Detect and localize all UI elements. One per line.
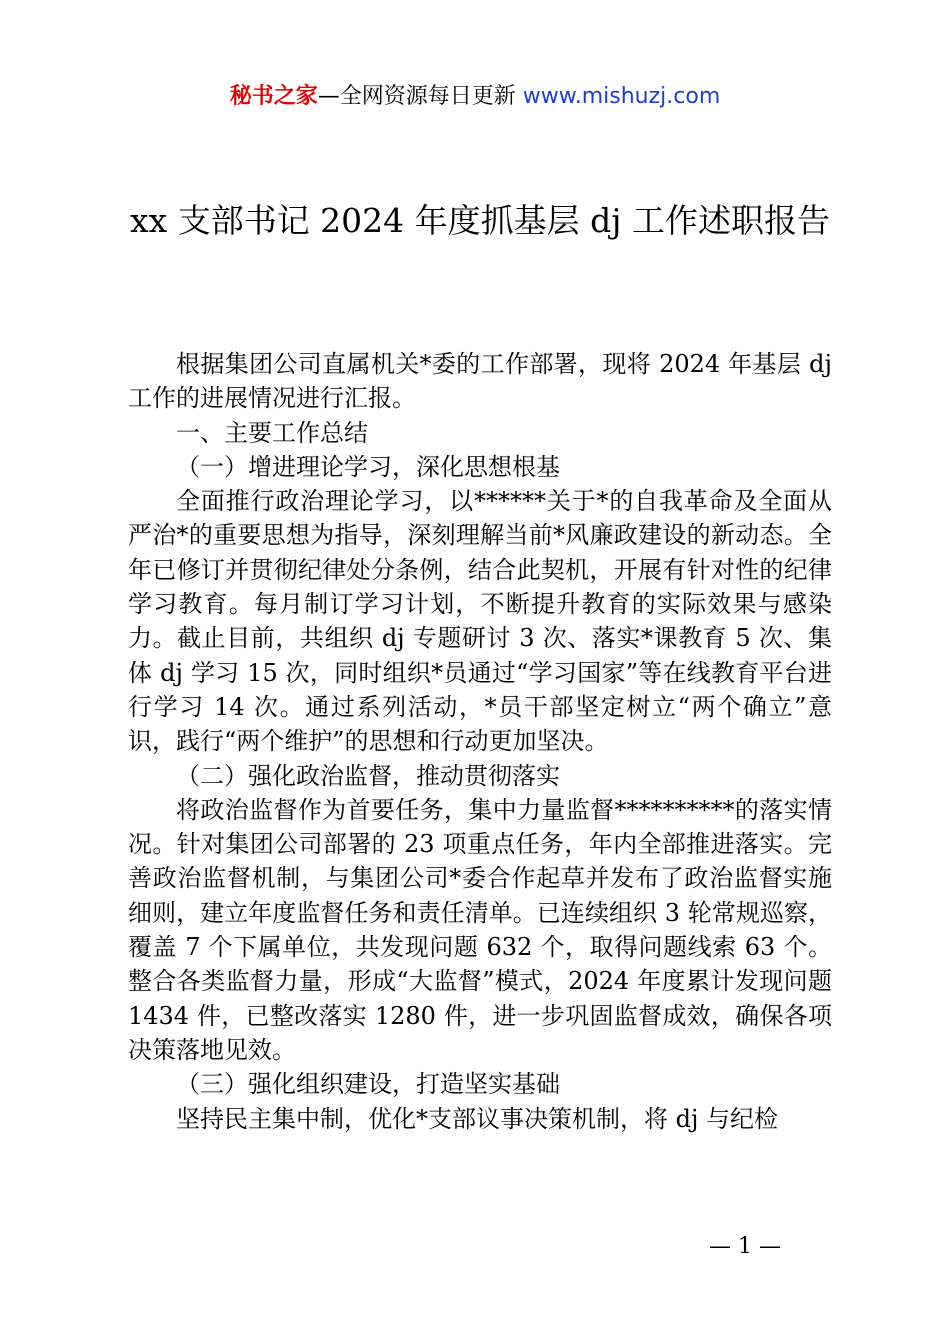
document-title: xx 支部书记 2024 年度抓基层 dj 工作述职报告: [129, 201, 830, 240]
paragraph-theory-study: 全面推行政治理论学习，以******关于*的自我革命及全面从严治*的重要思想为指导，深刻理解当前*风廉政建设的新动态。全年已修订并贯彻纪律处分条例，结合此契机，开展有针对性的纪律学习教育。每月制订学习计划，不断提升教育的实际效果与感染力。截止目前，共组织 dj 专题研讨 3 次、落实*课教育 5 次、集体 dj 学习 15 次，同时组织*员通过“学习国家”等在线教育平台进行学习 14 次。通过系列活动，*员干部坚定树立“两个确立”意识，践行“两个维护”的思想和行动更加坚决。: [128, 487, 832, 756]
subsection-heading-organization-building: （三）强化组织建设，打造坚实基础: [176, 1070, 560, 1099]
section-heading-main-work: 一、主要工作总结: [176, 418, 368, 447]
site-url-link[interactable]: www.mishuzj.com: [522, 84, 721, 109]
page-number: — 1 —: [709, 1234, 781, 1259]
intro-paragraph: 根据集团公司直属机关*委的工作部署，现将 2024 年基层 dj 工作的进展情况进行汇报。: [128, 350, 832, 413]
paragraph-organization-building: 坚持民主集中制，优化*支部议事决策机制，将 dj 与纪检: [176, 1104, 779, 1133]
site-slogan: —全网资源每日更新: [317, 84, 523, 109]
document-body: [128, 347, 832, 1136]
site-brand: 秘书之家: [229, 84, 318, 109]
subsection-heading-theory-study: （一）增进理论学习，深化思想根基: [176, 452, 560, 481]
subsection-heading-political-supervision: （二）强化政治监督，推动贯彻落实: [176, 761, 560, 790]
paragraph-political-supervision: 将政治监督作为首要任务，集中力量监督**********的落实情况。针对集团公司部署的 23 项重点任务，年内全部推进落实。完善政治监督机制，与集团公司*委合作起草并发布了政治监督实施细则，建立年度监督任务和责任清单。已连续组织 3 轮常规巡察，覆盖 7 个下属单位，共发现问题 632 个，取得问题线索 63 个。整合各类监督力量，形成“大监督”模式，2024 年度累计发现问题 1434 件，已整改落实 1280 件，进一步巩固监督成效，确保各项决策落地见效。: [128, 795, 832, 1064]
site-header: [0, 82, 950, 112]
